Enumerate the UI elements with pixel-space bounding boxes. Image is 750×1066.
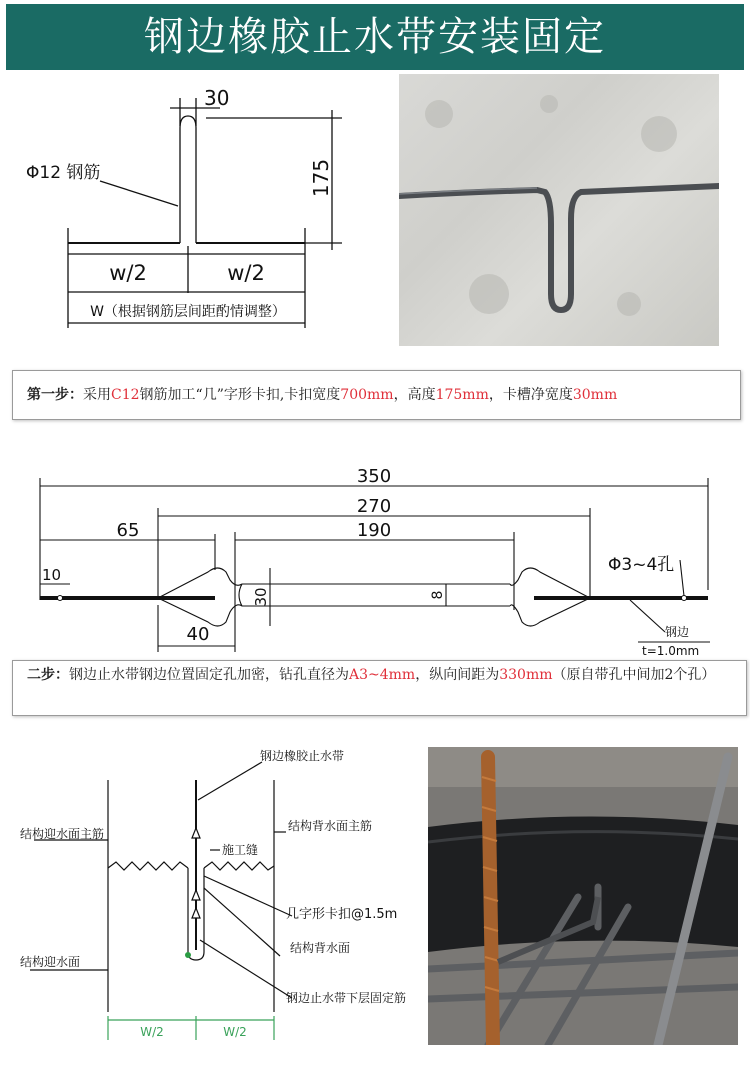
step2-lead: 二步：	[27, 667, 69, 683]
lower-bar-label: 钢边止水带下层固定筋	[286, 991, 407, 1005]
back-face-label: 结构背水面	[290, 941, 351, 955]
dim-30: 30	[252, 587, 270, 607]
step1-value-width: 700mm	[340, 387, 394, 403]
rebar-label: Φ12 钢筋	[26, 163, 101, 183]
step2-text-2: ，纵向间距为	[415, 667, 500, 683]
installation-section-drawing	[10, 740, 410, 1050]
dim-270: 270	[356, 496, 392, 517]
dim-height-label: 175	[309, 158, 333, 198]
dim-190: 190	[356, 520, 392, 541]
step1-value-rebar: C12	[111, 387, 140, 403]
waterstop-label: 钢边橡胶止水带	[260, 749, 345, 763]
half-width-left-3: W/2	[140, 1025, 164, 1039]
half-width-right: w/2	[227, 261, 265, 285]
front-rebar-label: 结构迎水面主筋	[20, 827, 105, 841]
step1-value-slot: 30mm	[572, 387, 618, 403]
step1-text-1: 采用	[83, 387, 111, 403]
construction-joint-label: 施工缝	[222, 843, 259, 857]
step2-box	[12, 660, 747, 716]
width-label: W（根据钢筋层间距酌情调整）	[90, 304, 286, 320]
front-face-label: 结构迎水面	[20, 955, 81, 969]
step1-lead: 第一步：	[27, 387, 83, 403]
dim-65: 65	[116, 520, 140, 541]
back-rebar-label: 结构背水面主筋	[288, 819, 373, 833]
step1-text-4: ，卡槽净宽度	[488, 387, 573, 403]
step2-value-diameter: A3~4mm	[349, 667, 416, 683]
half-width-right-3: W/2	[223, 1025, 247, 1039]
thickness-label: t=1.0mm	[642, 644, 700, 655]
dim-8: 8	[430, 590, 446, 600]
dim-350: 350	[356, 466, 392, 487]
half-width-left: w/2	[109, 261, 147, 285]
installed-waterstop-photo	[428, 747, 738, 1045]
rebar-clip-photo	[399, 74, 719, 346]
steel-edge-label: 钢边	[665, 625, 690, 639]
hole-label: Φ3~4孔	[608, 555, 675, 575]
dim-10: 10	[42, 566, 62, 584]
step2-text-1: 钢边止水带钢边位置固定孔加密，钻孔直径为	[69, 667, 349, 683]
step1-value-height: 175mm	[435, 387, 489, 403]
clip-dimension-drawing	[20, 78, 350, 338]
step1-text-3: ，高度	[393, 387, 436, 403]
page-title: 钢边橡胶止水带安装固定	[6, 4, 744, 70]
step1-text-2: 钢筋加工“几”字形卡扣,卡扣宽度	[139, 387, 341, 403]
dim-top-label: 30	[204, 86, 230, 110]
step2-text-3: （原自带孔中间加2个孔）	[552, 667, 716, 683]
step1-box	[12, 370, 741, 420]
step2-value-spacing: 330mm	[499, 667, 553, 683]
waterstop-dimension-drawing	[30, 460, 720, 655]
clip-spacing-label: 几字形卡扣@1.5m	[286, 907, 398, 922]
dim-40: 40	[186, 624, 210, 645]
